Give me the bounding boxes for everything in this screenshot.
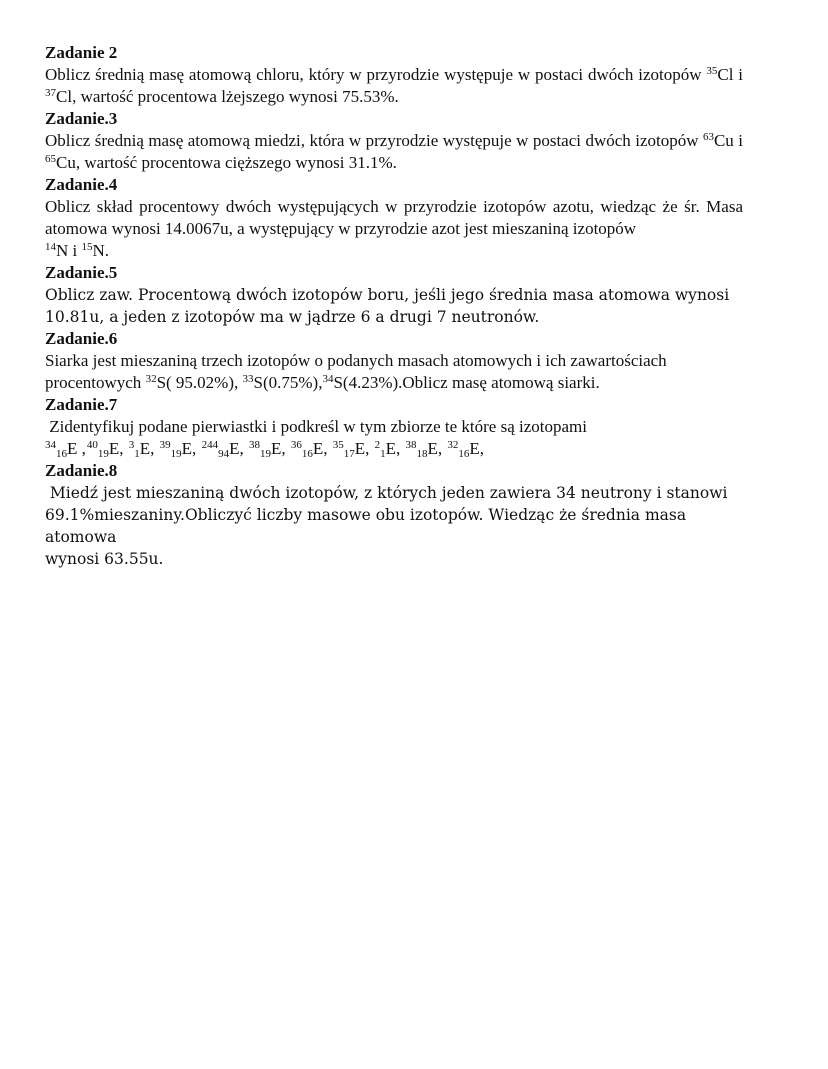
atomic-number: 19	[170, 448, 182, 460]
task-7	[45, 394, 743, 460]
mass-number: 34	[322, 373, 334, 385]
mass-number: 32	[447, 439, 459, 451]
element-symbol: N	[56, 241, 69, 260]
atomic-number: 19	[259, 448, 271, 460]
element-symbol: E,	[270, 439, 290, 458]
atomic-number: 19	[97, 448, 109, 460]
isotope-notation	[249, 439, 290, 458]
text-fragment: .	[104, 241, 110, 260]
text-fragment: i	[68, 241, 82, 260]
atomic-number: 16	[301, 448, 313, 460]
element-symbol: E,	[312, 439, 332, 458]
text-line: Oblicz zaw. Procentową dwóch izotopów boru, jeśli jego średnia masa atomowa wynosi	[45, 286, 730, 304]
text-line: Siarka jest mieszaniną trzech izotopów o podanych masach atomowych i ich zawartościach	[45, 351, 667, 370]
mass-number: 35	[332, 439, 344, 451]
text-line: Masa atomowa wynosi 14.0067u, a występujący w przyrodzie azot jest mieszaniną izotopów	[45, 197, 743, 238]
atomic-number: 94	[218, 448, 230, 460]
task-2	[45, 42, 743, 108]
text-line: Oblicz średnią masę atomową chloru, który w przyrodzie występuje w postaci dwóch	[45, 65, 634, 84]
element-symbol: Cl	[56, 87, 73, 106]
element-symbol: E ,	[67, 439, 86, 458]
text-line: izotopów	[635, 131, 703, 150]
task-text	[45, 350, 743, 394]
mass-number: 15	[81, 241, 93, 253]
isotope-list	[45, 438, 743, 460]
mass-number: 36	[290, 439, 302, 451]
element-symbol: N	[92, 241, 105, 260]
atomic-number: 1	[380, 448, 386, 460]
task-4	[45, 174, 743, 262]
mass-number: 33	[242, 373, 254, 385]
text-fragment: procentowych	[45, 373, 146, 392]
isotope-notation	[45, 439, 86, 458]
element-symbol: E,	[427, 439, 447, 458]
mass-number: 35	[706, 65, 718, 77]
text-line: Miedź jest mieszaniną dwóch izotopów, z których jeden zawiera 34 neutrony i stanowi	[45, 484, 728, 502]
mass-number: 34	[45, 439, 56, 451]
element-symbol: E,	[181, 439, 201, 458]
mass-number: 40	[86, 439, 98, 451]
task-text	[45, 64, 743, 108]
task-5	[45, 262, 743, 328]
atomic-number: 17	[343, 448, 355, 460]
element-symbol: E,	[385, 439, 405, 458]
mass-number: 65	[45, 153, 56, 165]
element-symbol: E,	[108, 439, 128, 458]
mass-number: 63	[702, 131, 714, 143]
text-fragment: i	[733, 131, 743, 150]
mass-number: 38	[405, 439, 417, 451]
task-6	[45, 328, 743, 394]
task-text	[45, 416, 743, 460]
isotope-notation	[87, 439, 128, 458]
atomic-number: 16	[458, 448, 470, 460]
mass-number: 3	[128, 439, 135, 451]
element-symbol: Cl	[717, 65, 734, 84]
task-title: Zadanie.6	[45, 329, 118, 348]
mass-number: 39	[159, 439, 171, 451]
mass-number: 32	[145, 373, 157, 385]
task-text	[45, 284, 743, 328]
mass-number: 244	[201, 439, 219, 451]
task-title: Zadanie.8	[45, 461, 118, 480]
text-fragment: , wartość procentowa cięższego wynosi 31.1%.	[75, 153, 397, 172]
isotope-entry: S(0.75%),	[253, 373, 323, 392]
text-line: Oblicz średnią masę atomową miedzi, która w przyrodzie występuje w postaci dwóch	[45, 131, 631, 150]
task-text	[45, 240, 743, 262]
isotope-notation	[375, 439, 405, 458]
mass-number: 38	[248, 439, 260, 451]
document	[45, 42, 743, 570]
text-line: wynosi 63.55u.	[45, 550, 164, 568]
element-symbol: E,	[229, 439, 248, 458]
task-3	[45, 108, 743, 174]
mass-number: 2	[374, 439, 381, 451]
atomic-number: 16	[56, 448, 67, 460]
task-text	[45, 482, 743, 570]
mass-number: 14	[45, 241, 56, 253]
task-title: Zadanie 2	[45, 43, 118, 62]
task-title: Zadanie.3	[45, 109, 118, 128]
element-symbol: Cu	[56, 153, 76, 172]
text-line: izotopów	[638, 65, 707, 84]
element-symbol: E,	[469, 439, 485, 458]
isotope-entry: S( 95.02%),	[156, 373, 243, 392]
task-text	[45, 130, 743, 174]
text-line: Zidentyfikuj podane pierwiastki i podkreśl w tym zbiorze te które są izotopami	[45, 417, 587, 436]
task-title: Zadanie.5	[45, 263, 118, 282]
isotope-notation	[333, 439, 374, 458]
element-symbol: Cu	[713, 131, 734, 150]
isotope-entry: S(4.23%).Oblicz masę atomową siarki.	[333, 373, 600, 392]
text-line: Oblicz skład procentowy dwóch występujących w przyrodzie izotopów azotu, wiedząc że śr.	[45, 197, 700, 216]
mass-number: 37	[45, 87, 56, 99]
isotope-notation	[447, 439, 484, 458]
element-symbol: E,	[139, 439, 159, 458]
text-line: 69.1%mieszaniny.Obliczyć liczby masowe obu izotopów. Wiedząc że średnia masa atomowa	[45, 506, 687, 546]
task-text	[45, 196, 743, 240]
text-line: 10.81u, a jeden z izotopów ma w jądrze 6 a drugi 7 neutronów.	[45, 308, 540, 326]
isotope-notation	[291, 439, 332, 458]
text-fragment: , wartość procentowa lżejszego wynosi 75.53%.	[72, 87, 399, 106]
atomic-number: 1	[134, 448, 140, 460]
isotope-notation	[202, 439, 248, 458]
isotope-notation	[160, 439, 201, 458]
element-symbol: E,	[354, 439, 374, 458]
task-title: Zadanie.4	[45, 175, 118, 194]
task-title: Zadanie.7	[45, 395, 118, 414]
isotope-notation	[129, 439, 159, 458]
atomic-number: 18	[416, 448, 428, 460]
text-fragment: i	[733, 65, 744, 84]
text-line	[45, 372, 743, 394]
task-8	[45, 460, 743, 570]
isotope-notation	[406, 439, 447, 458]
